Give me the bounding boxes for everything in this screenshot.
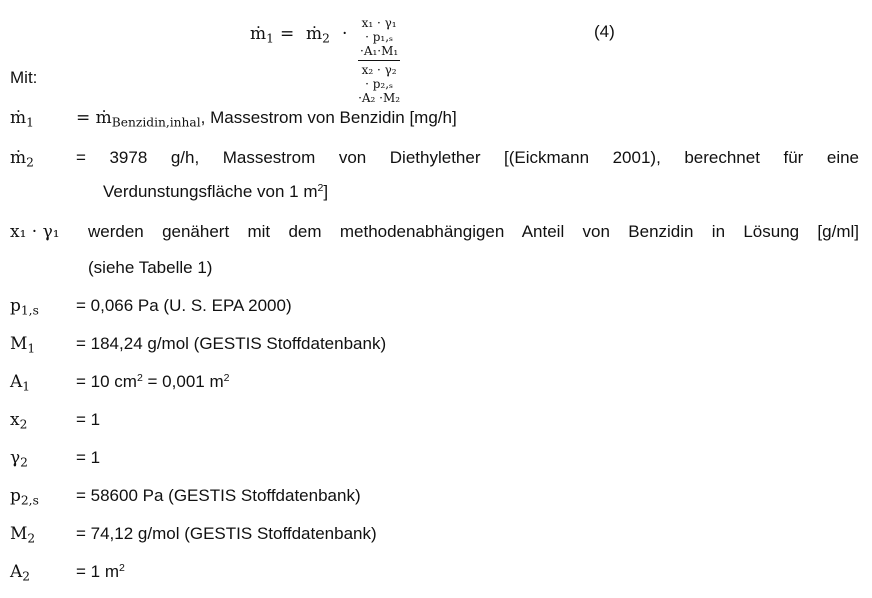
definition-m2-line2: Verdunstungsfläche von 1 $m^2$]	[103, 182, 329, 201]
symbol-gamma2: $\gamma_2$	[10, 448, 28, 470]
definition-x1-gamma1-line2: (siehe Tabelle 1)	[88, 258, 213, 277]
definition-M1: = 184,24 g/mol (GESTIS Stoffdatenbank)	[76, 334, 387, 353]
definition-A2: = 1 $m^2$	[76, 562, 125, 581]
symbol-x2: $x_2$	[10, 410, 28, 432]
definition-m2-line1: = 3978 g/h, Massestrom von Diethylether [(Eickmann 2001), berechnet für eine	[76, 148, 859, 167]
definition-gamma2: = 1	[76, 448, 101, 467]
equation-lhs: ṁ$_1$	[250, 24, 274, 46]
symbol-p1s: $p_{1,s}$	[10, 296, 39, 318]
definition-A1: = 10 $cm^2 = 0,001$ $m^2$	[76, 372, 230, 391]
symbol-p2s: $p_{2,s}$	[10, 486, 39, 508]
symbol-M2: $M_2$	[10, 524, 36, 546]
symbol-x1-gamma1: x₁ · γ₁	[10, 222, 60, 242]
intro-label: Mit:	[10, 68, 38, 87]
fraction-denominator: x₂ · γ₂ · p₂,ₛ ·A₂ ·M₂	[358, 63, 401, 105]
definition-x1-gamma1-line1: werden genähert mit dem methodenabhängigen Anteil von Benzidin in Lösung [g/ml]	[88, 222, 859, 241]
definition-M2: = 74,12 g/mol (GESTIS Stoffdatenbank)	[76, 524, 377, 543]
definition-m1: = ṁ$_{Benzidin,inhal}$, Massestrom von Benzidin [mg/h]	[76, 108, 457, 130]
equation-rhs: ṁ$_2$	[306, 24, 330, 46]
symbol-A2: $A_2$	[10, 562, 31, 584]
symbol-M1: $M_1$	[10, 334, 36, 356]
equation-number: (4)	[594, 22, 615, 41]
definition-p2s: = 58600 Pa (GESTIS Stoffdatenbank)	[76, 486, 361, 505]
symbol-A1: $A_1$	[10, 372, 31, 394]
symbol-m2: ṁ$_2$	[10, 148, 34, 170]
equation-multiply: ·	[342, 24, 348, 44]
definition-x2: = 1	[76, 410, 101, 429]
symbol-m1: ṁ$_1$	[10, 108, 34, 130]
definition-p1s: = 0,066 Pa (U. S. EPA 2000)	[76, 296, 292, 315]
fraction-numerator: x₁ · γ₁ · p₁,ₛ ·A₁·M₁	[358, 16, 400, 61]
equation-fraction	[358, 16, 400, 105]
equation-equals: =	[280, 24, 295, 44]
